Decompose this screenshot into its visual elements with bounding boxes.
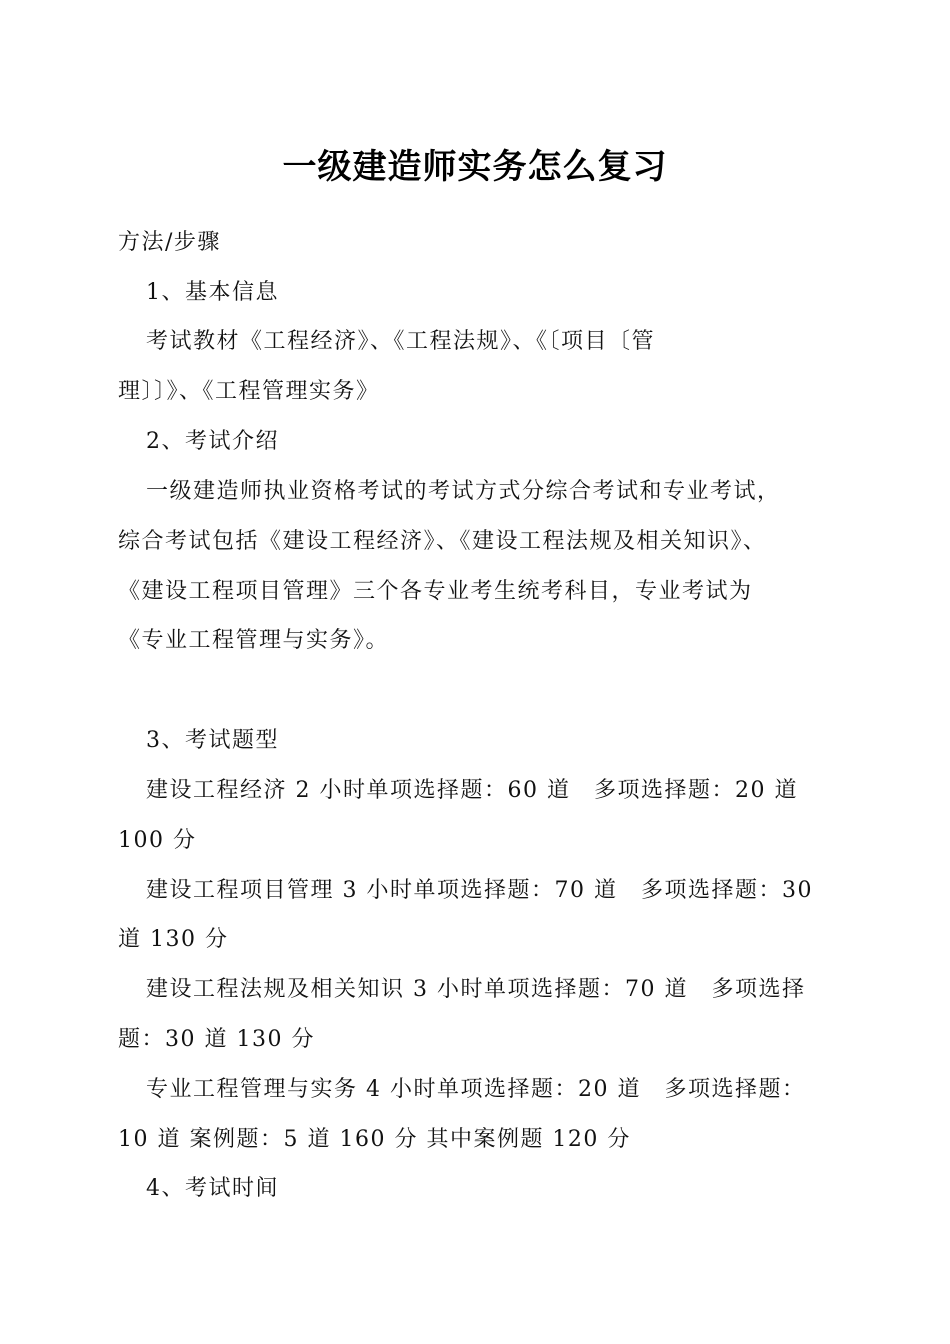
paragraph-line: 建设工程法规及相关知识 3 小时单项选择题：70 道 多项选择 (146, 977, 806, 1002)
section-heading-exam-intro: 2、考试介绍 (146, 429, 279, 454)
paragraph-line: 建设工程经济 2 小时单项选择题：60 道 多项选择题：20 道 (146, 778, 798, 803)
paragraph-line: 理〕〕》、《工程管理实务》 (118, 379, 380, 404)
paragraph-line: 100 分 (118, 828, 197, 853)
section-heading-basic-info: 1、基本信息 (146, 280, 279, 305)
paragraph-line: 道 130 分 (118, 927, 229, 952)
paragraph-line: 一级建造师执业资格考试的考试方式分综合考试和专业考试， (146, 479, 781, 504)
paragraph-line: 题：30 道 130 分 (118, 1027, 315, 1052)
paragraph-line: 10 道 案例题：5 道 160 分 其中案例题 120 分 (118, 1127, 631, 1152)
paragraph-line: 考试教材《工程经济》、《工程法规》、《〔项目〔管 (146, 329, 656, 354)
text-line-method-steps: 方法/步骤 (118, 230, 221, 255)
section-heading-question-types: 3、考试题型 (146, 728, 279, 753)
paragraph-line: 专业工程管理与实务 4 小时单项选择题：20 道 多项选择题： (146, 1077, 806, 1102)
paragraph-line: 建设工程项目管理 3 小时单项选择题：70 道 多项选择题：30 (146, 878, 813, 903)
paragraph-line: 《建设工程项目管理》三个各专业考生统考科目，专业考试为 (118, 579, 753, 604)
section-heading-exam-time: 4、考试时间 (146, 1176, 279, 1201)
paragraph-line: 综合考试包括《建设工程经济》、《建设工程法规及相关知识》、 (118, 529, 767, 554)
document-title: 一级建造师实务怎么复习 (282, 147, 668, 187)
paragraph-line: 《专业工程管理与实务》。 (118, 628, 390, 653)
